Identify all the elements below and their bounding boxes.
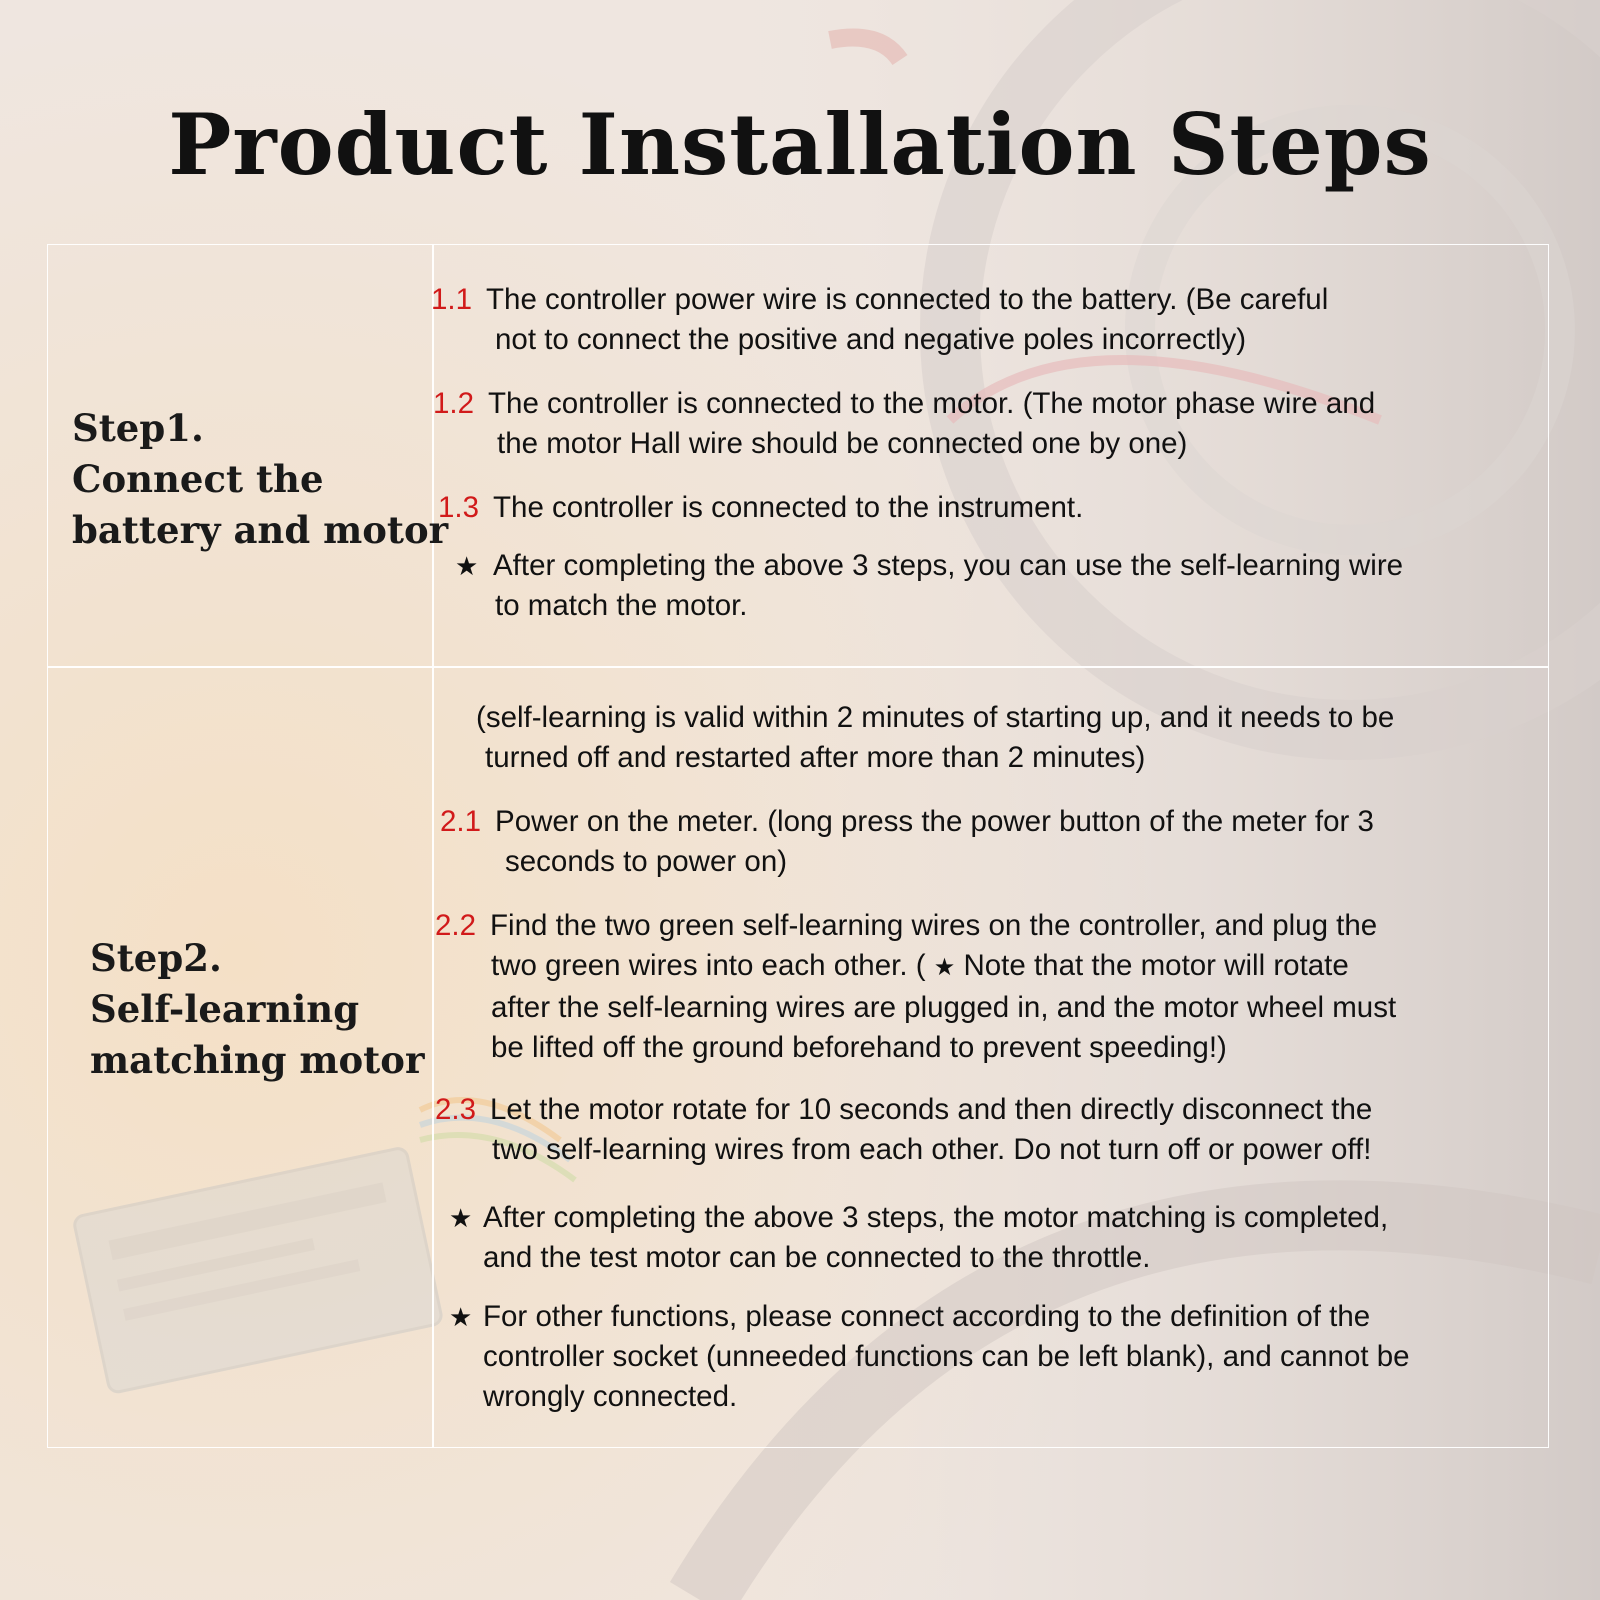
item-text: the motor Hall wire should be connected one by one) bbox=[497, 427, 1188, 460]
page-title: Product Installation Steps bbox=[168, 95, 1432, 194]
step2-item-2-2 bbox=[435, 906, 1396, 1068]
star-icon: ★ bbox=[449, 1203, 473, 1233]
step-number: 1.2 bbox=[433, 387, 475, 420]
note-text: controller socket (unneeded functions can be left blank), and cannot be bbox=[483, 1340, 1410, 1373]
step1-item-1-2 bbox=[433, 384, 1375, 464]
step2-note-2 bbox=[449, 1297, 1410, 1417]
step2-item-2-3 bbox=[435, 1090, 1372, 1170]
step1-label bbox=[72, 403, 448, 556]
row-divider bbox=[47, 666, 1549, 668]
item-text: Find the two green self-learning wires on the controller, and plug the bbox=[490, 909, 1378, 942]
note-text: to match the motor. bbox=[495, 589, 748, 622]
note-text: After completing the above 3 steps, you can use the self-learning wire bbox=[493, 549, 1404, 582]
step-number: 1.3 bbox=[438, 491, 480, 524]
step2-item-2-1 bbox=[440, 802, 1374, 882]
step2-intro bbox=[476, 698, 1394, 778]
step-number: 2.3 bbox=[435, 1093, 477, 1126]
note-text: and the test motor can be connected to the throttle. bbox=[483, 1241, 1151, 1274]
star-icon: ★ bbox=[933, 954, 956, 981]
item-text: not to connect the positive and negative poles incorrectly) bbox=[495, 323, 1247, 356]
item-text: The controller is connected to the motor. (The motor phase wire and bbox=[488, 387, 1376, 420]
item-text: two self-learning wires from each other. Do not turn off or power off! bbox=[492, 1133, 1372, 1166]
step1-note bbox=[455, 546, 1403, 626]
step2-label-line: matching motor bbox=[90, 1038, 425, 1082]
intro-text: (self-learning is valid within 2 minutes of starting up, and it needs to be bbox=[476, 701, 1395, 734]
intro-text: turned off and restarted after more than 2 minutes) bbox=[485, 741, 1146, 774]
star-icon: ★ bbox=[449, 1302, 473, 1332]
item-text: Let the motor rotate for 10 seconds and then directly disconnect the bbox=[490, 1093, 1373, 1126]
item-text: Power on the meter. (long press the power button of the meter for 3 bbox=[495, 805, 1374, 838]
step1-label-line: Step1. bbox=[72, 406, 204, 450]
item-text: Note that the motor will rotate bbox=[963, 949, 1349, 982]
step1-label-line: Connect the bbox=[72, 457, 324, 501]
step1-label-line: battery and motor bbox=[72, 508, 449, 552]
star-icon: ★ bbox=[455, 551, 479, 581]
note-text: After completing the above 3 steps, the motor matching is completed, bbox=[483, 1201, 1389, 1234]
note-text: For other functions, please connect according to the definition of the bbox=[483, 1300, 1371, 1333]
step-number: 2.1 bbox=[440, 805, 482, 838]
step-number: 1.1 bbox=[431, 283, 473, 316]
step2-label-line: Step2. bbox=[90, 936, 222, 980]
item-text: after the self-learning wires are plugged in, and the motor wheel must bbox=[491, 991, 1397, 1024]
item-text: be lifted off the ground beforehand to prevent speeding!) bbox=[491, 1031, 1227, 1064]
item-text: The controller is connected to the instrument. bbox=[493, 491, 1084, 524]
step2-label bbox=[90, 933, 424, 1086]
note-text: wrongly connected. bbox=[483, 1380, 738, 1413]
step1-item-1-3 bbox=[438, 488, 1083, 528]
item-text: seconds to power on) bbox=[505, 845, 788, 878]
step2-label-line: Self-learning bbox=[90, 987, 360, 1031]
step-number: 2.2 bbox=[435, 909, 477, 942]
item-text: The controller power wire is connected to the battery. (Be careful bbox=[486, 283, 1329, 316]
step1-item-1-1 bbox=[431, 280, 1328, 360]
item-text: two green wires into each other. ( bbox=[491, 949, 926, 982]
step2-note-1 bbox=[449, 1198, 1388, 1278]
